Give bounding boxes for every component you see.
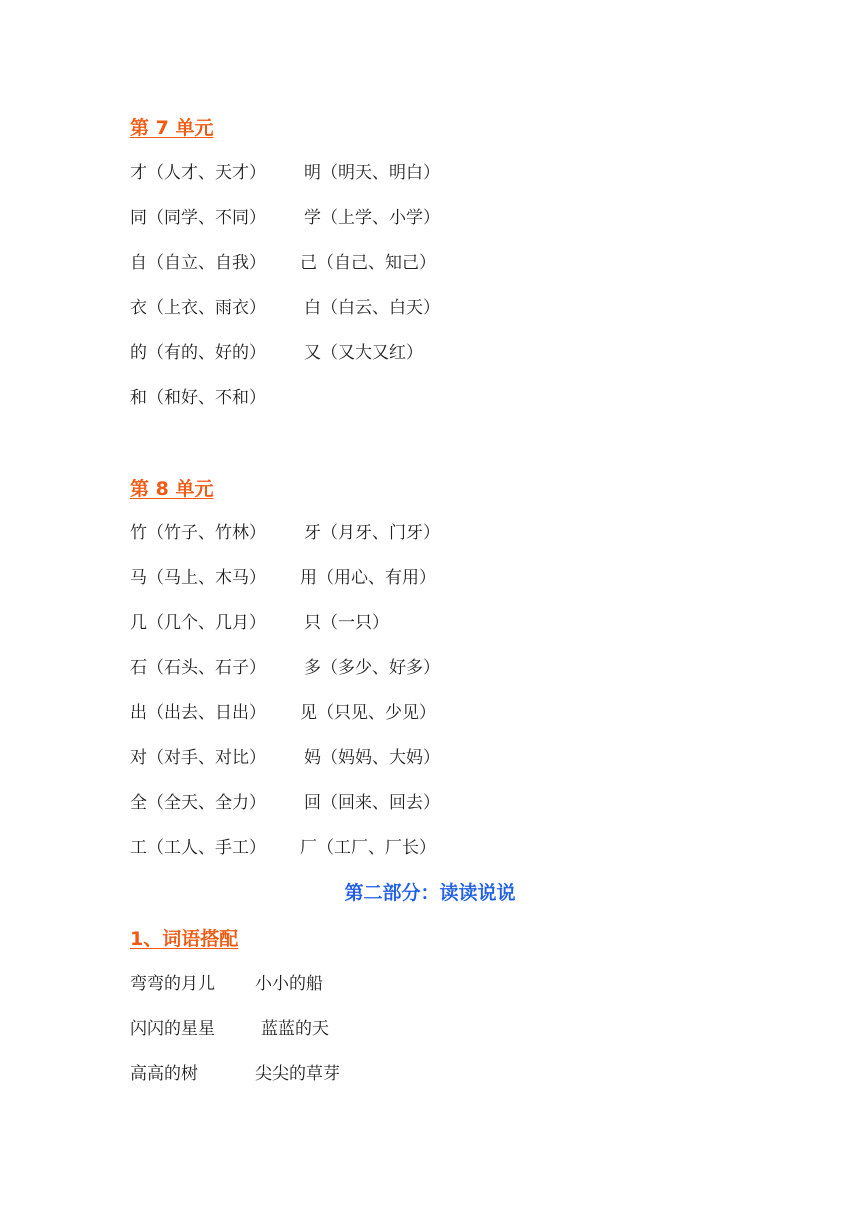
- phrase: 蓝蓝的天: [261, 1019, 329, 1039]
- word-entry: 同（同学、不同）: [130, 208, 266, 228]
- phrase: 尖尖的草芽: [255, 1064, 340, 1084]
- phrase: 小小的船: [255, 974, 323, 994]
- word-entry: 牙（月牙、门牙）: [304, 523, 440, 543]
- unit-7-row: [130, 296, 440, 320]
- phrase-row: [130, 1017, 329, 1041]
- word-entry: 妈（妈妈、大妈）: [304, 748, 440, 768]
- section-1-heading: 1、词语搭配: [130, 928, 239, 950]
- word-entry: 的（有的、好的）: [130, 343, 266, 363]
- unit-8-row: [130, 566, 436, 590]
- unit-8-row: [130, 836, 436, 860]
- word-entry: 对（对手、对比）: [130, 748, 266, 768]
- part-2-title: 第二部分：读读说说: [344, 882, 516, 904]
- word-entry: 明（明天、明白）: [304, 163, 440, 183]
- unit-7-row: [130, 341, 423, 365]
- word-entry: 又（又大又红）: [304, 343, 423, 363]
- unit-8-row: [130, 521, 440, 545]
- unit-7-row: [130, 206, 440, 230]
- word-entry: 才（人才、天才）: [130, 163, 266, 183]
- word-entry: 学（上学、小学）: [304, 208, 440, 228]
- word-entry: 多（多少、好多）: [304, 658, 440, 678]
- word-entry: 工（工人、手工）: [130, 838, 266, 858]
- unit-8-row: [130, 701, 436, 725]
- word-entry: 石（石头、石子）: [130, 658, 266, 678]
- word-entry: 几（几个、几月）: [130, 613, 266, 633]
- unit-8-row: [130, 746, 440, 770]
- unit-8-row: [130, 791, 440, 815]
- unit-7-row: [130, 251, 436, 275]
- unit-8-heading: 第 8 单元: [130, 478, 214, 500]
- unit-8-row: [130, 611, 389, 635]
- unit-8-row: [130, 656, 440, 680]
- word-entry: 出（出去、日出）: [130, 703, 266, 723]
- unit-7-row: [130, 386, 266, 410]
- word-entry: 全（全天、全力）: [130, 793, 266, 813]
- word-entry: 自（自立、自我）: [130, 253, 266, 273]
- word-entry: 竹（竹子、竹林）: [130, 523, 266, 543]
- word-entry: 厂（工厂、厂长）: [300, 838, 436, 858]
- word-entry: 和（和好、不和）: [130, 388, 266, 408]
- word-entry: 回（回来、回去）: [304, 793, 440, 813]
- word-entry: 衣（上衣、雨衣）: [130, 298, 266, 318]
- unit-7-heading: 第 7 单元: [130, 117, 214, 139]
- unit-7-row: [130, 161, 440, 185]
- word-entry: 己（自己、知己）: [300, 253, 436, 273]
- word-entry: 见（只见、少见）: [300, 703, 436, 723]
- word-entry: 用（用心、有用）: [300, 568, 436, 588]
- phrase-row: [130, 972, 323, 996]
- phrase: 弯弯的月儿: [130, 974, 215, 994]
- phrase: 闪闪的星星: [130, 1019, 215, 1039]
- word-entry: 白（白云、白天）: [304, 298, 440, 318]
- phrase: 高高的树: [130, 1064, 198, 1084]
- word-entry: 只（一只）: [304, 613, 389, 633]
- phrase-row: [130, 1062, 340, 1086]
- word-entry: 马（马上、木马）: [130, 568, 266, 588]
